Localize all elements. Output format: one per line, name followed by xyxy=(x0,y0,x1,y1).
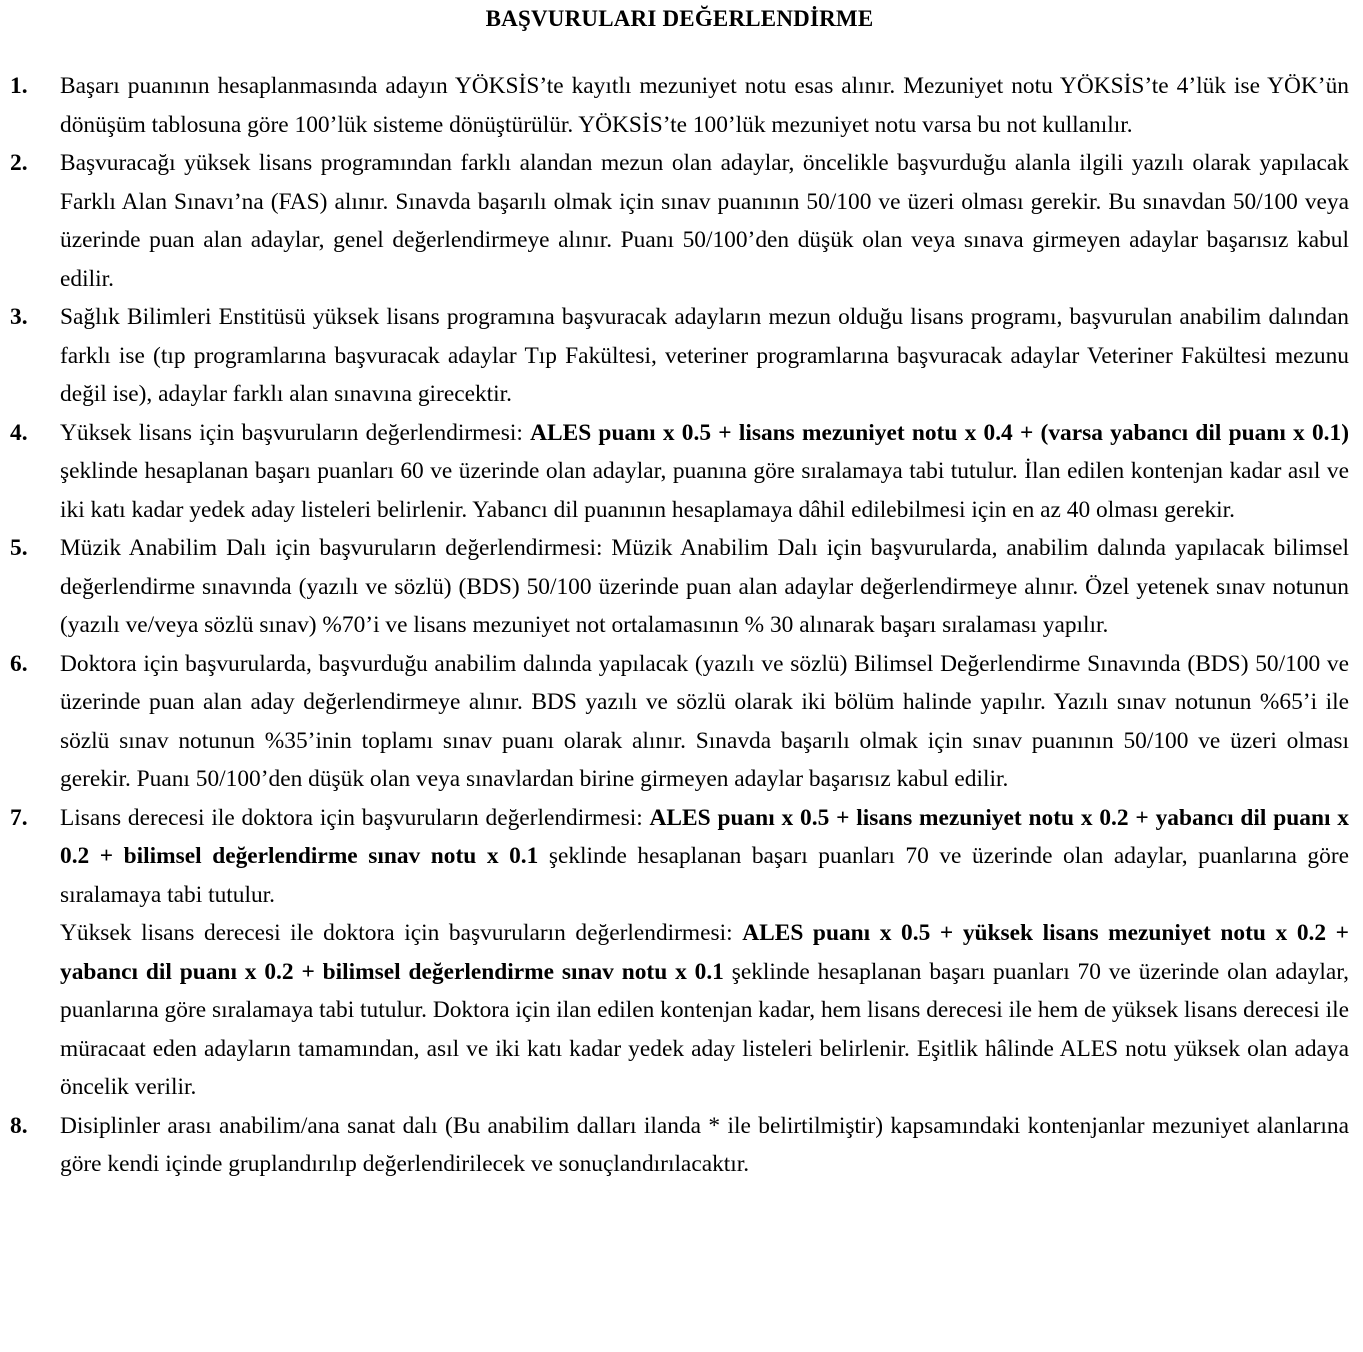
item-number: 4. xyxy=(10,419,28,446)
list-item-3 xyxy=(10,298,1349,414)
paragraph-text: Başvuracağı yüksek lisans programından farklı alandan mezun olan adaylar, öncelikle başvurduğu alanla ilgili yazılı olarak yapılacak Farklı Alan Sınavı’na (FAS) alınır. Sınavda başarılı olmak için sınav puanının 50/100 ve üzeri olması gerekir. Bu sınavdan 50/100 veya üzerinde puan alan adaylar, genel değerlendirmeye alınır. Puanı 50/100’den düşük olan veya sınava girmeyen adaylar başarısız kabul edilir. xyxy=(60,150,1349,292)
item-number: 6. xyxy=(10,650,28,677)
document-page xyxy=(0,4,1363,1352)
item-text xyxy=(60,529,1349,645)
paragraph-text: Doktora için başvurularda, başvurduğu anabilim dalında yapılacak (yazılı ve sözlü) Bilimsel Değerlendirme Sınavında (BDS) 50/100 ve üzerinde puan alan aday değerlendirmeye alınır. BDS yazılı ve sözlü olarak iki bölüm halinde yapılır. Yazılı sınav notunun %65’i ile sözlü sınav notunun %35’inin toplamı sınav puanı olarak alınır. Sınavda başarılı olmak için sınav puanının 50/100 ve üzeri olması gerekir. Puanı 50/100’den düşük olan veya sınavlardan birine girmeyen adaylar başarısız kabul edilir. xyxy=(60,650,1349,792)
item-text xyxy=(60,298,1349,414)
paragraph-master xyxy=(60,914,1349,1107)
list-item-1 xyxy=(10,67,1349,144)
item-text xyxy=(60,414,1349,530)
item-text xyxy=(60,144,1349,298)
paragraph-text-lead: Yüksek lisans için başvuruların değerlendirmesi: xyxy=(60,419,531,446)
list-item-6 xyxy=(10,645,1349,799)
item-number: 1. xyxy=(10,73,28,99)
paragraph-text: Sağlık Bilimleri Enstitüsü yüksek lisans programına başvuracak adayların mezun olduğu lisans programı, başvurulan anabilim dalından farklı ise (tıp programlarına başvuracak adaylar Tıp Fakültesi, veteriner programlarına başvuracak adaylar Veteriner Fakültesi mezunu değil ise), adaylar farklı alan sınavına girecektir. xyxy=(60,304,1349,407)
paragraph-text-tail: şeklinde hesaplanan başarı puanları 60 ve üzerinde olan adaylar, puanına göre sıralamaya tabi tutulur. İlan edilen kontenjan kadar asıl ve iki katı kadar yedek aday listeleri belirlenir. Yabancı dil puanının hesaplamaya dâhil edilebilmesi için en az 40 olması gerekir. xyxy=(60,458,1349,523)
formula-text: ALES puanı x 0.5 + lisans mezuniyet notu x 0.4 + (varsa yabancı dil puanı x 0.1) xyxy=(530,419,1350,446)
page-title: BAŞVURULARI DEĞERLENDİRME xyxy=(485,6,874,31)
paragraph-text-tail: şeklinde hesaplanan başarı puanları 70 ve üzerinde olan adaylar, puanlarına göre sıralamaya tabi tutulur. xyxy=(60,843,1349,908)
item-number: 2. xyxy=(10,150,28,176)
list-item-5 xyxy=(10,529,1349,645)
paragraph-text-lead: Yüksek lisans derecesi ile doktora için başvuruların değerlendirmesi: xyxy=(60,920,743,946)
formula-text: ALES puanı x 0.5 + lisans mezuniyet notu x 0.2 + yabancı dil puanı x 0.2 + bilimsel değerlendirme sınav notu x 0.1 xyxy=(60,804,1349,869)
item-number: 7. xyxy=(10,804,28,831)
item-text xyxy=(60,67,1349,144)
item-number: 8. xyxy=(10,1112,28,1139)
paragraph-text-lead: Lisans derecesi ile doktora için başvuruların değerlendirmesi: xyxy=(60,804,650,831)
item-text xyxy=(60,645,1349,799)
item-number: 3. xyxy=(10,304,28,330)
item-number: 5. xyxy=(10,535,28,561)
paragraph-text: Başarı puanının hesaplanmasında adayın YÖKSİS’te kayıtlı mezuniyet notu esas alınır. Mezuniyet notu YÖKSİS’te 4’lük ise YÖK’ün dönüşüm tablosuna göre 100’lük sisteme dönüştürülür. YÖKSİS’te 100’lük mezuniyet notu varsa bu not kullanılır. xyxy=(60,73,1349,138)
paragraph-text-tail: şeklinde hesaplanan başarı puanları 70 ve üzerinde olan adaylar, puanlarına göre sıralamaya tabi tutulur. Doktora için ilan edilen kontenjan kadar, hem lisans derecesi ile hem de yüksek lisans derecesi ile müracaat eden adayların tamamından, asıl ve iki katı kadar yedek aday listeleri belirlenir. Eşitlik hâlinde ALES notu yüksek olan adaya öncelik verilir. xyxy=(60,958,1350,1100)
list-item-7 xyxy=(10,799,1349,1107)
list-item-2 xyxy=(10,144,1349,298)
list-item-4 xyxy=(10,414,1349,530)
formula-text: ALES puanı x 0.5 + yüksek lisans mezuniyet notu x 0.2 + yabancı dil puanı x 0.2 + bilimsel değerlendirme sınav notu x 0.1 xyxy=(60,920,1349,985)
paragraph-text: Disiplinler arası anabilim/ana sanat dalı (Bu anabilim dalları ilanda * ile belirtilmiştir) kapsamındaki kontenjanlar mezuniyet alanlarına göre kendi içinde gruplandırılıp değerlendirilecek ve sonuçlandırılacaktır. xyxy=(60,1112,1349,1177)
evaluation-list xyxy=(10,67,1349,1184)
item-text xyxy=(60,1107,1349,1184)
item-text xyxy=(60,799,1349,1107)
list-item-8 xyxy=(10,1107,1349,1184)
paragraph-bachelor xyxy=(60,799,1349,915)
paragraph-text: Müzik Anabilim Dalı için başvuruların değerlendirmesi: Müzik Anabilim Dalı için başvurularda, anabilim dalında yapılacak bilimsel değerlendirme sınavında (yazılı ve sözlü) (BDS) 50/100 üzerinde puan alan adaylar değerlendirmeye alınır. Özel yetenek sınav notunun (yazılı ve/veya sözlü sınav) %70’i ve lisans mezuniyet not ortalamasının % 30 alınarak başarı sıralaması yapılır. xyxy=(60,535,1349,638)
